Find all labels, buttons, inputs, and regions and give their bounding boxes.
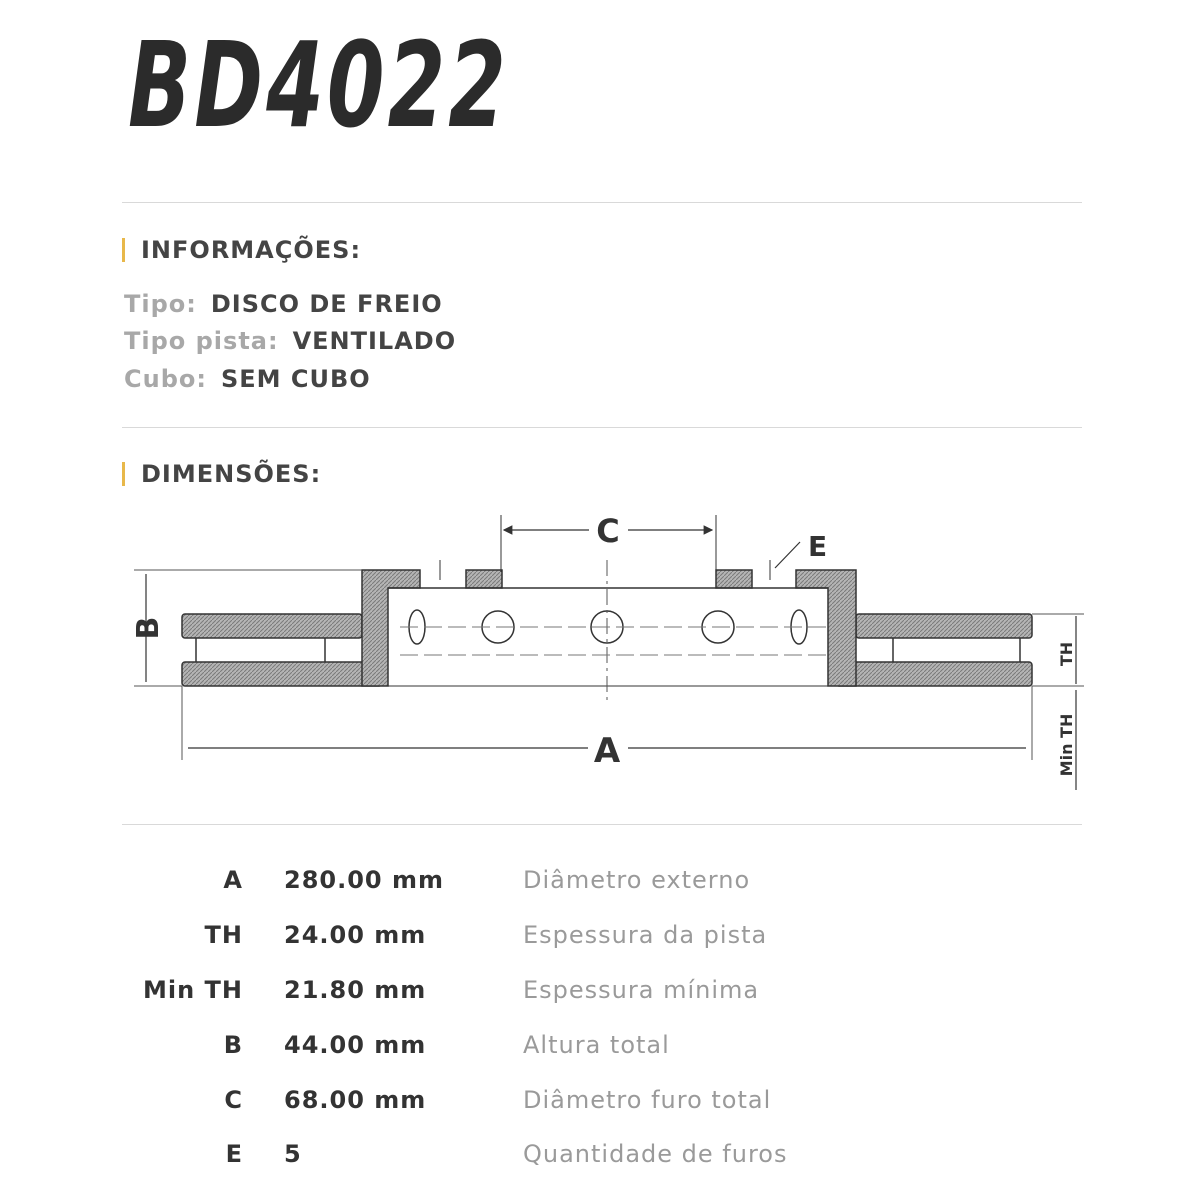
spec-value: 280.00 mm: [284, 866, 444, 894]
dim-e-label: E: [808, 530, 828, 563]
dimensions-heading: [122, 460, 321, 488]
divider: [122, 427, 1082, 428]
brake-disc-cross-section-diagram: [120, 505, 1100, 805]
accent-bar: [122, 238, 125, 262]
spec-key: B: [223, 1031, 243, 1059]
spec-value: 21.80 mm: [284, 976, 427, 1004]
spec-description: Altura total: [523, 1031, 670, 1059]
info-row-tipo: [124, 290, 443, 318]
spec-row-c: [0, 1086, 1200, 1126]
info-label: Cubo:: [124, 365, 207, 393]
info-row-tipo-pista: [124, 327, 456, 355]
dim-th-label: TH: [1057, 641, 1076, 667]
info-heading-text: INFORMAÇÕES:: [141, 236, 362, 264]
info-row-cubo: [124, 365, 371, 393]
spec-row-th: [0, 921, 1200, 961]
spec-key: E: [225, 1140, 243, 1168]
dim-a-label: A: [593, 731, 621, 771]
product-code-title: BD4022: [128, 16, 510, 154]
spec-key: TH: [204, 921, 243, 949]
spec-row-min-th: [0, 976, 1200, 1016]
left-hub-flange: [466, 570, 502, 588]
spec-value: 44.00 mm: [284, 1031, 427, 1059]
spec-key: Min TH: [142, 976, 243, 1004]
info-value: SEM CUBO: [220, 365, 371, 393]
right-hub-flange: [716, 570, 752, 588]
accent-bar: [122, 462, 125, 486]
info-heading: [122, 236, 361, 264]
spec-row-b: [0, 1031, 1200, 1071]
spec-key: C: [224, 1086, 243, 1114]
spec-row-a: [0, 866, 1200, 906]
right-upper-friction-plate: [856, 614, 1032, 638]
left-upper-friction-plate: [182, 614, 362, 638]
spec-value: 24.00 mm: [284, 921, 427, 949]
divider: [122, 824, 1082, 825]
info-label: Tipo pista:: [124, 327, 279, 355]
spec-value: 68.00 mm: [284, 1086, 427, 1114]
dim-e-leader: [775, 542, 800, 568]
spec-description: Quantidade de furos: [523, 1140, 788, 1168]
spec-value: 5: [284, 1140, 302, 1168]
dimensions-heading-text: DIMENSÕES:: [141, 460, 322, 488]
dim-c-label: C: [596, 512, 620, 550]
spec-description: Diâmetro furo total: [523, 1086, 772, 1114]
spec-description: Diâmetro externo: [523, 866, 751, 894]
right-lower-friction-plate: [836, 662, 1032, 686]
spec-key: A: [223, 866, 243, 894]
dim-min-th-label: Min TH: [1057, 713, 1076, 777]
spec-description: Espessura da pista: [523, 921, 768, 949]
divider: [122, 202, 1082, 203]
left-lower-friction-plate: [182, 662, 382, 686]
spec-description: Espessura mínima: [523, 976, 760, 1004]
dim-b-label: B: [131, 616, 166, 640]
info-label: Tipo:: [124, 290, 197, 318]
info-value: DISCO DE FREIO: [210, 290, 443, 318]
info-value: VENTILADO: [292, 327, 457, 355]
spec-row-e: [0, 1140, 1200, 1180]
